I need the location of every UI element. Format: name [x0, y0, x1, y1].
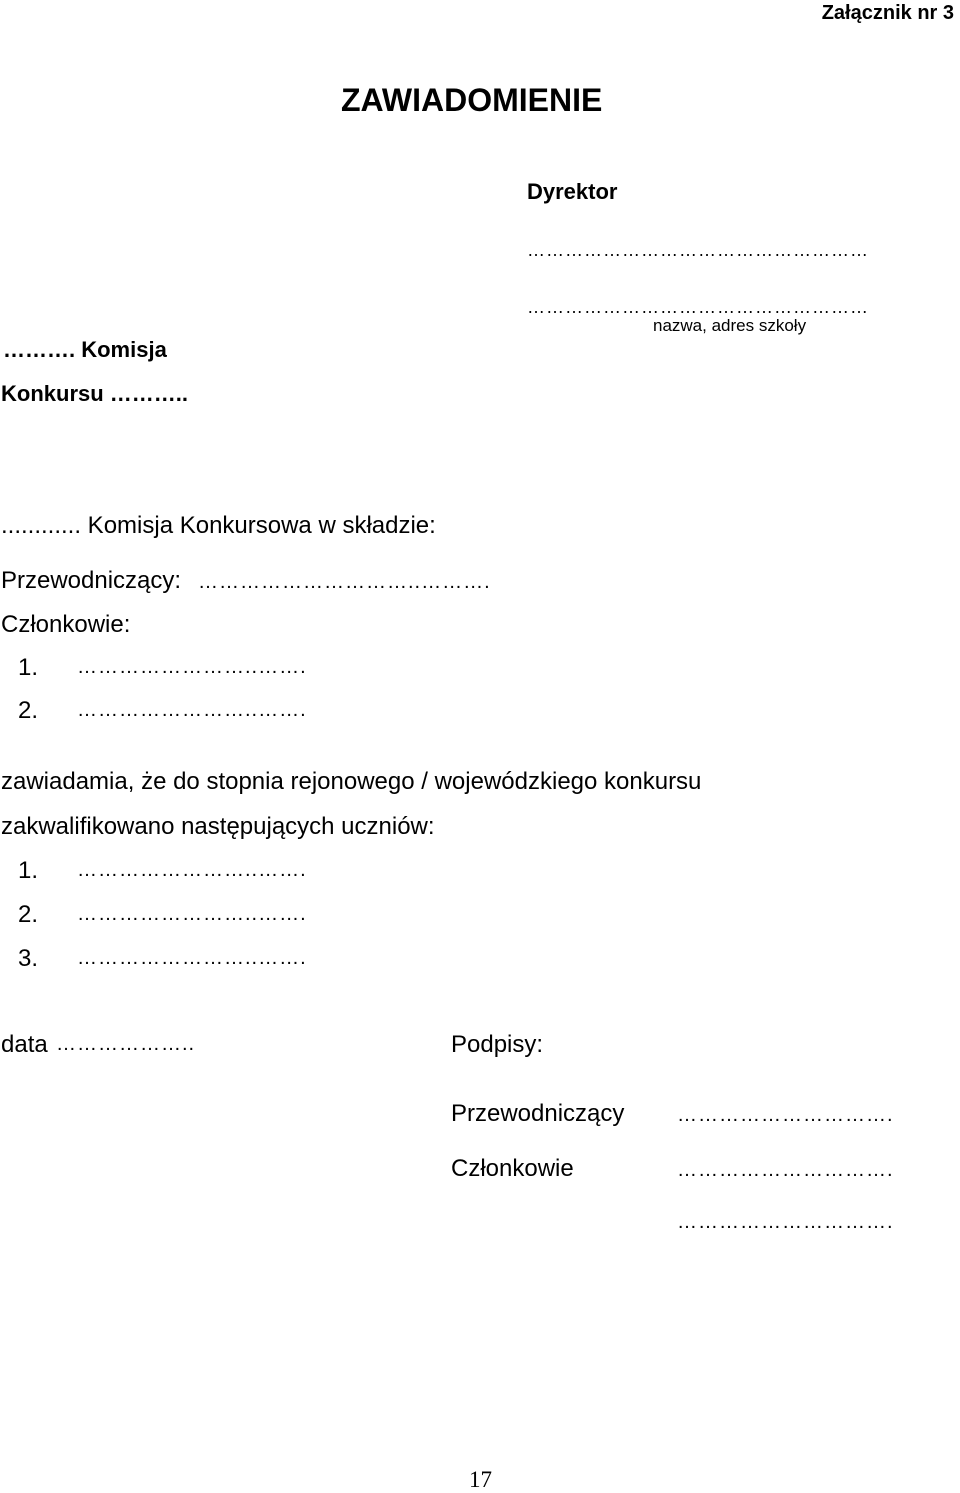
intro-text: ............ Komisja Konkursowa w składzie: — [1, 512, 436, 539]
signature-member-dots: …………………………. — [677, 1211, 894, 1233]
sender-line-1: ………. Komisja — [3, 337, 167, 362]
addressee-role: Dyrektor — [527, 179, 618, 204]
signature-member-dots: …………………………. — [677, 1159, 894, 1181]
annex-label: Załącznik nr 3 — [821, 2, 954, 24]
addressee-line-1: ……………………………………………… — [527, 240, 869, 260]
page-number: 17 — [469, 1467, 492, 1492]
statement-line-1: zawiadamia, że do stopnia rejonowego / wojewódzkiego konkursu — [1, 768, 702, 795]
student-number: 1. — [18, 857, 39, 884]
chair-label: Przewodniczący: — [1, 567, 182, 594]
sender-line-2: Konkursu ……….. — [1, 381, 189, 406]
document-title: ZAWIADOMIENIE — [341, 82, 603, 118]
chair-dots: …………………………..………. — [198, 571, 491, 593]
member-dots: ……………………..……. — [77, 699, 307, 721]
student-dots: ……………………..……. — [77, 859, 307, 881]
student-dots: ……………………..……. — [77, 903, 307, 925]
member-dots: ……………………..……. — [77, 656, 307, 678]
date-dots: ……………….. — [56, 1033, 196, 1055]
member-number: 2. — [18, 697, 39, 724]
signature-chair-dots: …………………………. — [677, 1104, 894, 1126]
student-number: 3. — [18, 945, 39, 972]
signature-chair-label: Przewodniczący — [451, 1100, 625, 1127]
signatures-label: Podpisy: — [451, 1031, 544, 1058]
date-label: data — [1, 1031, 48, 1058]
addressee-line-2: ……………………………………………… — [527, 297, 869, 317]
addressee-caption: nazwa, adres szkoły — [653, 316, 807, 335]
student-dots: ……………………..……. — [77, 947, 307, 969]
member-number: 1. — [18, 654, 39, 681]
student-number: 2. — [18, 901, 39, 928]
signature-members-label: Członkowie — [451, 1155, 574, 1182]
statement-line-2: zakwalifikowano następujących uczniów: — [1, 813, 435, 840]
members-label: Członkowie: — [1, 611, 131, 638]
